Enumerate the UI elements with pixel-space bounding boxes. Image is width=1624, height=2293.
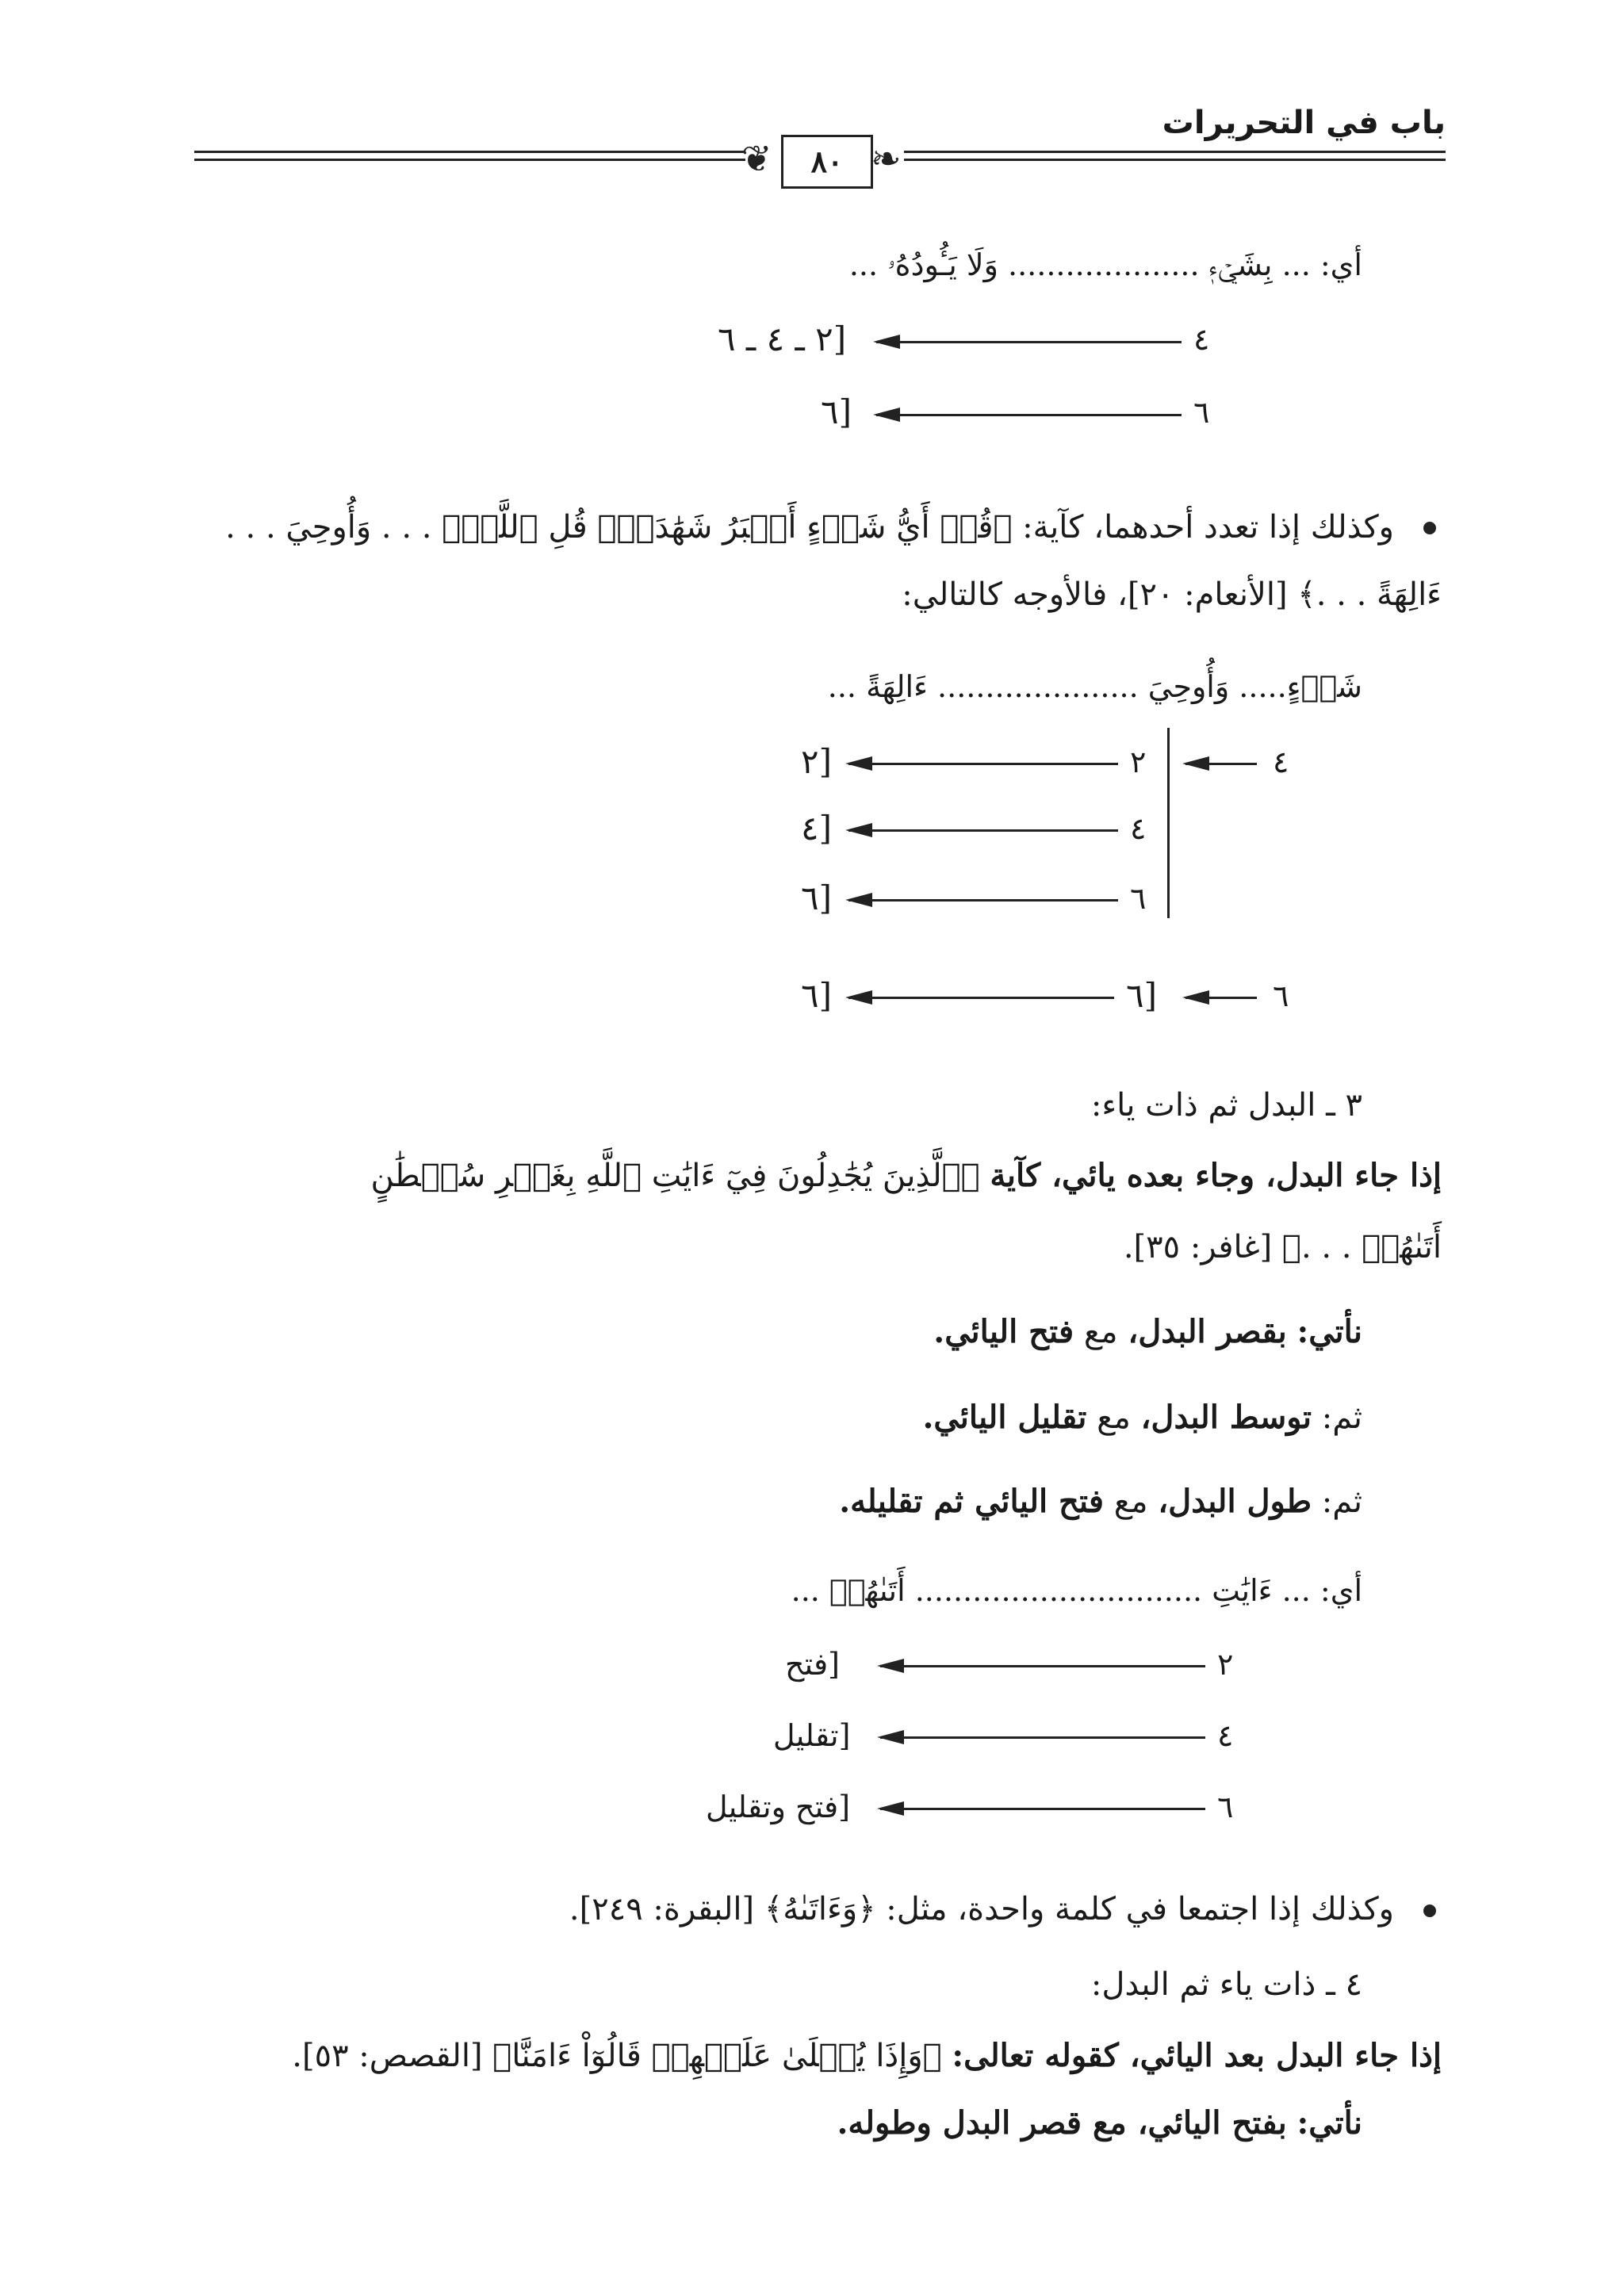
section4-rule xyxy=(292,2034,1442,2078)
diagram3-row2-arrow xyxy=(880,1736,1205,1739)
ornament-right-icon: ❧ xyxy=(871,137,902,180)
section3-line3-bold: طول البدل، xyxy=(1158,1483,1312,1520)
bullet-2 xyxy=(1423,1904,1436,1917)
diagram2-row1-mid: ٢ xyxy=(1130,745,1147,779)
diagram3-row1-arrow xyxy=(880,1665,1205,1667)
section3-line1-label: نأتي: xyxy=(1297,1313,1362,1350)
page-number: ٨٠ xyxy=(781,135,873,189)
section3-line1 xyxy=(933,1310,1362,1354)
diagram2-bottom-to: [٦ xyxy=(801,976,832,1015)
section3-line2-label: ثم: xyxy=(1321,1399,1362,1436)
section3-line1-bold: بقصر البدل، xyxy=(1128,1313,1287,1350)
diagram1-row2-from: ٦ xyxy=(1193,395,1210,430)
diagram2-row2-mid: ٤ xyxy=(1130,811,1147,846)
section3-line1-end: فتح اليائي. xyxy=(933,1313,1074,1350)
header-rule-left-top xyxy=(194,151,745,153)
section4-rule-rest: ﴿وَإِذَا يُتۡلَىٰ عَلَيۡهِمۡ قَالُوٓاْ ءَامَنَّا﴾ [القصص: ٥٣]. xyxy=(292,2038,942,2074)
diagram1-top-line: أي: ... بِشَيۡءٖ .................... وَلَا يَـُٔودُهُۥ ... xyxy=(848,247,1362,282)
section3-line1-mid: مع xyxy=(1083,1314,1118,1350)
section3-line3 xyxy=(839,1480,1362,1524)
section3-line2-mid: مع xyxy=(1097,1399,1131,1436)
diagram2-row2-to: [٤ xyxy=(801,809,832,848)
header-rule-right-top xyxy=(904,151,1446,153)
diagram2-outer-arrow-top xyxy=(1185,763,1257,765)
diagram2-bottom-outer: ٦ xyxy=(1273,978,1289,1013)
diagram3-row3-from: ٦ xyxy=(1217,1790,1234,1824)
para1-line2: ءَالِهَةً . . .﴾ [الأنعام: ٢٠]، فالأوجه كالتالي: xyxy=(902,576,1442,613)
diagram3-row3-to: [فتح وتقليل xyxy=(706,1790,851,1824)
header-rule-left-bottom xyxy=(194,159,745,161)
bullet-1 xyxy=(1423,522,1436,534)
para2: وكذلك إذا اجتمعا في كلمة واحدة، مثل: ﴿وَءَاتَىٰهُ﴾ [البقرة: ٢٤٩]. xyxy=(569,1891,1394,1927)
diagram3-row2-to: [تقليل xyxy=(773,1718,851,1753)
diagram2-outer-left-top: ٤ xyxy=(1273,745,1289,779)
diagram2-row3-to: [٦ xyxy=(801,879,832,917)
diagram2-row1-to: [٢ xyxy=(801,742,832,781)
section3-rule-line2: أَتَىٰهُمۡ . . .﴾ [غافر: ٣٥]. xyxy=(1123,1229,1442,1265)
diagram3-row1-to: [فتح xyxy=(785,1647,840,1682)
ornament-left-icon: ❦ xyxy=(741,137,772,180)
header-rule-right-bottom xyxy=(904,159,1446,161)
diagram1-row1-to: [٢ ـ ٤ ـ ٦ xyxy=(718,320,847,358)
diagram3-top-line: أي: ... ءَايَٰتِ .............................. أَتَىٰهُمۡ ... xyxy=(791,1573,1362,1608)
diagram3-row3-arrow xyxy=(880,1808,1205,1810)
para1-line1: وكذلك إذا تعدد أحدهما، كآية: ﴿قُلۡ أَيُّ شَيۡءٍ أَكۡبَرُ شَهَٰدَةٗۖ قُلِ ٱللَّهُۖ . . . وَأُوحِيَ . . . xyxy=(225,509,1394,545)
diagram2-row3-mid: ٦ xyxy=(1130,881,1147,916)
section4-rule-bold: إذا جاء البدل بعد اليائي، كقوله تعالى: xyxy=(952,2037,1442,2074)
diagram1-row1-from: ٤ xyxy=(1193,322,1210,357)
diagram2-row3-arrow xyxy=(848,899,1118,902)
diagram2-bracket-line xyxy=(1167,728,1170,918)
diagram2-bottom-mid: [٦ xyxy=(1126,976,1157,1015)
diagram1-row2-arrow xyxy=(876,414,1182,416)
section3-rule-bold: إذا جاء البدل، وجاء بعده يائي، كآية xyxy=(990,1157,1442,1194)
section3-rule-line1 xyxy=(370,1154,1442,1198)
section3-rule-quran: ﴿ٱلَّذِينَ يُجَٰدِلُونَ فِيٓ ءَايَٰتِ ٱللَّهِ بِغَيۡرِ سُلۡطَٰنٍ xyxy=(370,1158,980,1194)
chapter-title: باب في التحريرات xyxy=(1162,105,1446,141)
diagram2-top-line: شَيۡءٍ..... وَأُوحِيَ ..................... ءَالِهَةً ... xyxy=(827,669,1362,704)
diagram2-row1-arrow xyxy=(848,763,1118,765)
section3-line2-bold: توسط البدل، xyxy=(1140,1399,1312,1436)
section4-line1 xyxy=(837,2101,1362,2146)
section3-heading: ٣ ـ البدل ثم ذات ياء: xyxy=(1090,1087,1362,1124)
section3-line2-end: تقليل اليائي. xyxy=(922,1399,1087,1436)
section3-line3-mid: مع xyxy=(1113,1483,1148,1520)
diagram2-bottom-arrow xyxy=(848,997,1114,999)
diagram2-bottom-outer-arrow xyxy=(1185,997,1257,999)
section4-heading: ٤ ـ ذات ياء ثم البدل: xyxy=(1090,1966,1362,2003)
diagram3-row2-from: ٤ xyxy=(1217,1718,1234,1753)
section3-line3-end: فتح اليائي ثم تقليله. xyxy=(839,1483,1105,1520)
section3-line3-label: ثم: xyxy=(1321,1483,1362,1520)
diagram3-row1-from: ٢ xyxy=(1217,1647,1234,1682)
section4-line1-text: بفتح اليائي، مع قصر البدل وطوله. xyxy=(837,2104,1287,2142)
section3-line2 xyxy=(922,1395,1362,1440)
diagram2-row2-arrow xyxy=(848,829,1118,832)
section4-line1-label: نأتي: xyxy=(1297,2104,1362,2142)
diagram1-row2-to: [٦ xyxy=(821,392,852,431)
diagram1-row1-arrow xyxy=(876,341,1182,343)
